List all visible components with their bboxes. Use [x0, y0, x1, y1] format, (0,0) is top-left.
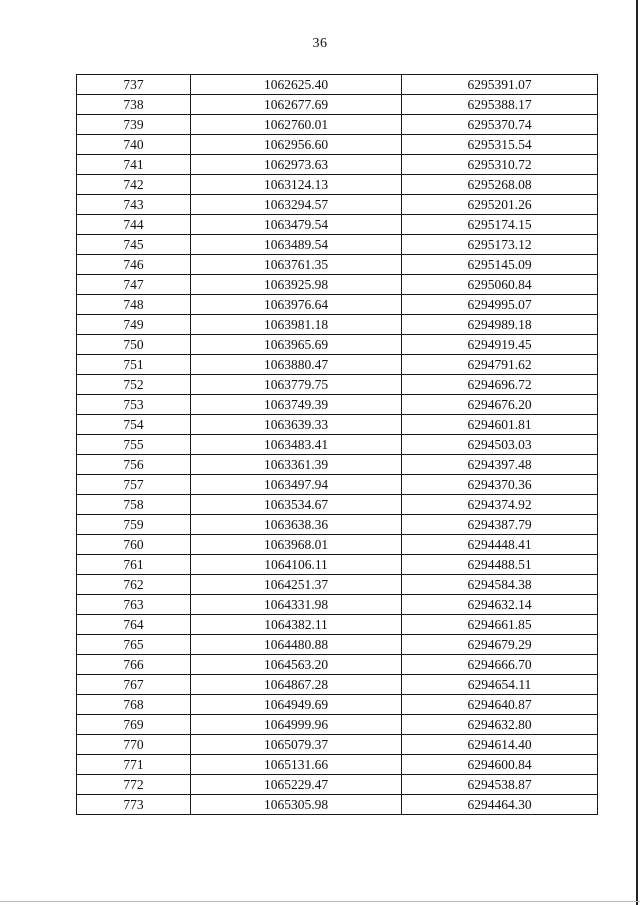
y-coordinate-cell: 6294989.18	[402, 315, 598, 335]
table-row	[77, 155, 598, 175]
x-coordinate-cell: 1064251.37	[191, 575, 402, 595]
x-coordinate-cell: 1062677.69	[191, 95, 402, 115]
y-coordinate-cell: 6295310.72	[402, 155, 598, 175]
point-number-cell: 756	[77, 455, 191, 475]
x-coordinate-cell: 1063124.13	[191, 175, 402, 195]
point-number-cell: 758	[77, 495, 191, 515]
scan-edge-bottom	[0, 901, 640, 902]
point-number-cell: 759	[77, 515, 191, 535]
y-coordinate-cell: 6294696.72	[402, 375, 598, 395]
table-row	[77, 475, 598, 495]
x-coordinate-cell: 1063761.35	[191, 255, 402, 275]
point-number-cell: 749	[77, 315, 191, 335]
table-row	[77, 755, 598, 775]
point-number-cell: 740	[77, 135, 191, 155]
x-coordinate-cell: 1064382.11	[191, 615, 402, 635]
x-coordinate-cell: 1063976.64	[191, 295, 402, 315]
x-coordinate-cell: 1063880.47	[191, 355, 402, 375]
x-coordinate-cell: 1063639.33	[191, 415, 402, 435]
x-coordinate-cell: 1063779.75	[191, 375, 402, 395]
point-number-cell: 747	[77, 275, 191, 295]
y-coordinate-cell: 6295370.74	[402, 115, 598, 135]
table-row	[77, 615, 598, 635]
y-coordinate-cell: 6295391.07	[402, 75, 598, 95]
x-coordinate-cell: 1063981.18	[191, 315, 402, 335]
table-row	[77, 415, 598, 435]
table-row	[77, 335, 598, 355]
y-coordinate-cell: 6295201.26	[402, 195, 598, 215]
x-coordinate-cell: 1064480.88	[191, 635, 402, 655]
y-coordinate-cell: 6295268.08	[402, 175, 598, 195]
y-coordinate-cell: 6295315.54	[402, 135, 598, 155]
x-coordinate-cell: 1063965.69	[191, 335, 402, 355]
x-coordinate-cell: 1064563.20	[191, 655, 402, 675]
coordinates-table	[76, 74, 598, 815]
y-coordinate-cell: 6294654.11	[402, 675, 598, 695]
x-coordinate-cell: 1063479.54	[191, 215, 402, 235]
table-row	[77, 595, 598, 615]
x-coordinate-cell: 1063489.54	[191, 235, 402, 255]
y-coordinate-cell: 6294632.14	[402, 595, 598, 615]
point-number-cell: 737	[77, 75, 191, 95]
x-coordinate-cell: 1063483.41	[191, 435, 402, 455]
point-number-cell: 748	[77, 295, 191, 315]
y-coordinate-cell: 6294600.84	[402, 755, 598, 775]
table-row	[77, 575, 598, 595]
table-row	[77, 775, 598, 795]
table-row	[77, 435, 598, 455]
y-coordinate-cell: 6295388.17	[402, 95, 598, 115]
x-coordinate-cell: 1064999.96	[191, 715, 402, 735]
point-number-cell: 745	[77, 235, 191, 255]
table-row	[77, 395, 598, 415]
point-number-cell: 741	[77, 155, 191, 175]
point-number-cell: 742	[77, 175, 191, 195]
y-coordinate-cell: 6294640.87	[402, 695, 598, 715]
table-row	[77, 255, 598, 275]
point-number-cell: 761	[77, 555, 191, 575]
point-number-cell: 746	[77, 255, 191, 275]
y-coordinate-cell: 6294614.40	[402, 735, 598, 755]
point-number-cell: 772	[77, 775, 191, 795]
point-number-cell: 762	[77, 575, 191, 595]
x-coordinate-cell: 1063294.57	[191, 195, 402, 215]
point-number-cell: 770	[77, 735, 191, 755]
y-coordinate-cell: 6294601.81	[402, 415, 598, 435]
point-number-cell: 763	[77, 595, 191, 615]
x-coordinate-cell: 1064949.69	[191, 695, 402, 715]
x-coordinate-cell: 1065229.47	[191, 775, 402, 795]
x-coordinate-cell: 1065079.37	[191, 735, 402, 755]
y-coordinate-cell: 6294448.41	[402, 535, 598, 555]
point-number-cell: 755	[77, 435, 191, 455]
point-number-cell: 765	[77, 635, 191, 655]
y-coordinate-cell: 6294370.36	[402, 475, 598, 495]
coordinates-table-body	[77, 75, 598, 815]
table-row	[77, 535, 598, 555]
point-number-cell: 738	[77, 95, 191, 115]
point-number-cell: 752	[77, 375, 191, 395]
table-row	[77, 75, 598, 95]
table-row	[77, 115, 598, 135]
y-coordinate-cell: 6294676.20	[402, 395, 598, 415]
y-coordinate-cell: 6294995.07	[402, 295, 598, 315]
x-coordinate-cell: 1065131.66	[191, 755, 402, 775]
x-coordinate-cell: 1062625.40	[191, 75, 402, 95]
scan-edge-right	[636, 0, 638, 905]
x-coordinate-cell: 1063361.39	[191, 455, 402, 475]
table-row	[77, 355, 598, 375]
table-row	[77, 555, 598, 575]
table-row	[77, 515, 598, 535]
y-coordinate-cell: 6294397.48	[402, 455, 598, 475]
x-coordinate-cell: 1062973.63	[191, 155, 402, 175]
table-row	[77, 455, 598, 475]
table-row	[77, 295, 598, 315]
point-number-cell: 739	[77, 115, 191, 135]
x-coordinate-cell: 1064331.98	[191, 595, 402, 615]
x-coordinate-cell: 1065305.98	[191, 795, 402, 815]
point-number-cell: 751	[77, 355, 191, 375]
y-coordinate-cell: 6294538.87	[402, 775, 598, 795]
y-coordinate-cell: 6294584.38	[402, 575, 598, 595]
x-coordinate-cell: 1063638.36	[191, 515, 402, 535]
table-row	[77, 655, 598, 675]
y-coordinate-cell: 6295060.84	[402, 275, 598, 295]
point-number-cell: 764	[77, 615, 191, 635]
point-number-cell: 760	[77, 535, 191, 555]
point-number-cell: 766	[77, 655, 191, 675]
table-row	[77, 235, 598, 255]
page-number: 36	[312, 36, 328, 51]
y-coordinate-cell: 6294661.85	[402, 615, 598, 635]
x-coordinate-cell: 1063925.98	[191, 275, 402, 295]
point-number-cell: 773	[77, 795, 191, 815]
table-row	[77, 795, 598, 815]
y-coordinate-cell: 6294666.70	[402, 655, 598, 675]
x-coordinate-cell: 1064106.11	[191, 555, 402, 575]
table-row	[77, 215, 598, 235]
point-number-cell: 767	[77, 675, 191, 695]
table-row	[77, 635, 598, 655]
point-number-cell: 771	[77, 755, 191, 775]
y-coordinate-cell: 6294374.92	[402, 495, 598, 515]
table-row	[77, 275, 598, 295]
x-coordinate-cell: 1063749.39	[191, 395, 402, 415]
table-row	[77, 195, 598, 215]
y-coordinate-cell: 6294679.29	[402, 635, 598, 655]
table-row	[77, 135, 598, 155]
y-coordinate-cell: 6294503.03	[402, 435, 598, 455]
table-row	[77, 375, 598, 395]
y-coordinate-cell: 6294791.62	[402, 355, 598, 375]
point-number-cell: 769	[77, 715, 191, 735]
table-row	[77, 175, 598, 195]
y-coordinate-cell: 6294387.79	[402, 515, 598, 535]
point-number-cell: 754	[77, 415, 191, 435]
y-coordinate-cell: 6295173.12	[402, 235, 598, 255]
point-number-cell: 768	[77, 695, 191, 715]
table-row	[77, 495, 598, 515]
point-number-cell: 753	[77, 395, 191, 415]
x-coordinate-cell: 1063534.67	[191, 495, 402, 515]
x-coordinate-cell: 1062760.01	[191, 115, 402, 135]
table-row	[77, 695, 598, 715]
table-row	[77, 735, 598, 755]
y-coordinate-cell: 6295174.15	[402, 215, 598, 235]
y-coordinate-cell: 6294464.30	[402, 795, 598, 815]
table-row	[77, 715, 598, 735]
x-coordinate-cell: 1062956.60	[191, 135, 402, 155]
point-number-cell: 757	[77, 475, 191, 495]
table-row	[77, 315, 598, 335]
x-coordinate-cell: 1064867.28	[191, 675, 402, 695]
y-coordinate-cell: 6295145.09	[402, 255, 598, 275]
y-coordinate-cell: 6294488.51	[402, 555, 598, 575]
point-number-cell: 750	[77, 335, 191, 355]
x-coordinate-cell: 1063968.01	[191, 535, 402, 555]
y-coordinate-cell: 6294632.80	[402, 715, 598, 735]
point-number-cell: 744	[77, 215, 191, 235]
y-coordinate-cell: 6294919.45	[402, 335, 598, 355]
table-row	[77, 675, 598, 695]
table-row	[77, 95, 598, 115]
x-coordinate-cell: 1063497.94	[191, 475, 402, 495]
point-number-cell: 743	[77, 195, 191, 215]
